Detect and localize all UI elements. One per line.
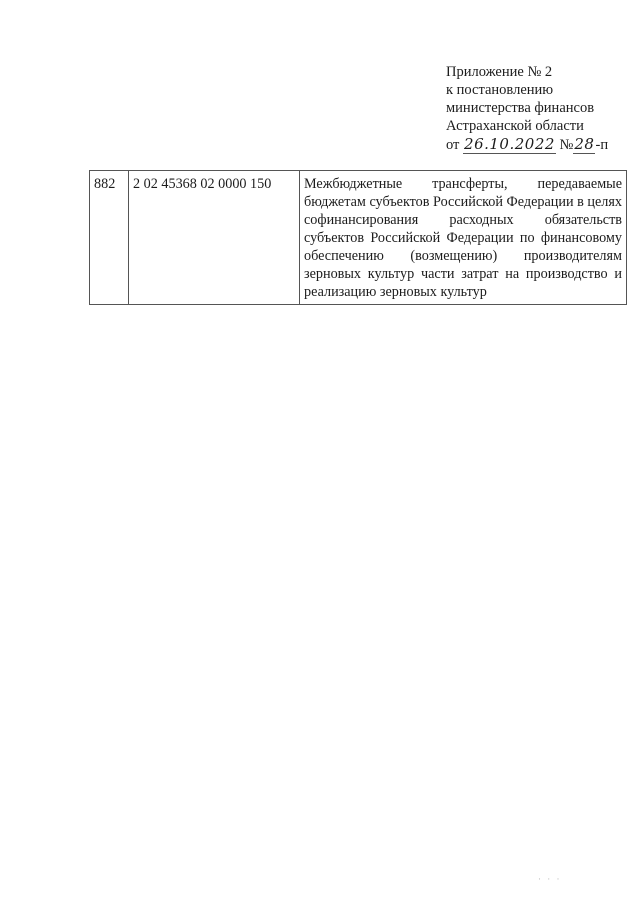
table-row [90,171,627,305]
appendix-header [446,63,626,154]
handwritten-number: 28 [574,135,595,153]
admin-code-cell: 882 [90,171,129,305]
handwritten-date: 26.10.2022 [464,135,555,153]
from-prefix: от [446,137,460,153]
number-suffix: -п [595,137,609,153]
number-sign: № [559,137,574,153]
ministry-name: министерства финансов [446,100,595,116]
resolution-reference: к постановлению [446,82,554,98]
region-name: Астраханской области [446,118,584,134]
description-cell: Межбюджетные трансферты, передаваемые бюджетам субъектов Российской Федерации в целях софинансирования расходных обязательств субъектов Российской Федерации по финансовому обеспечению (возмещению) производителям зерновых культур части затрат на производство и реализацию зерновых культур [300,171,627,305]
date-number-line [446,135,626,154]
scan-artifact: · · · [538,874,562,884]
budget-code-cell: 2 02 45368 02 0000 150 [129,171,300,305]
appendix-title: Приложение № 2 [446,64,553,80]
budget-code-table [89,170,627,305]
